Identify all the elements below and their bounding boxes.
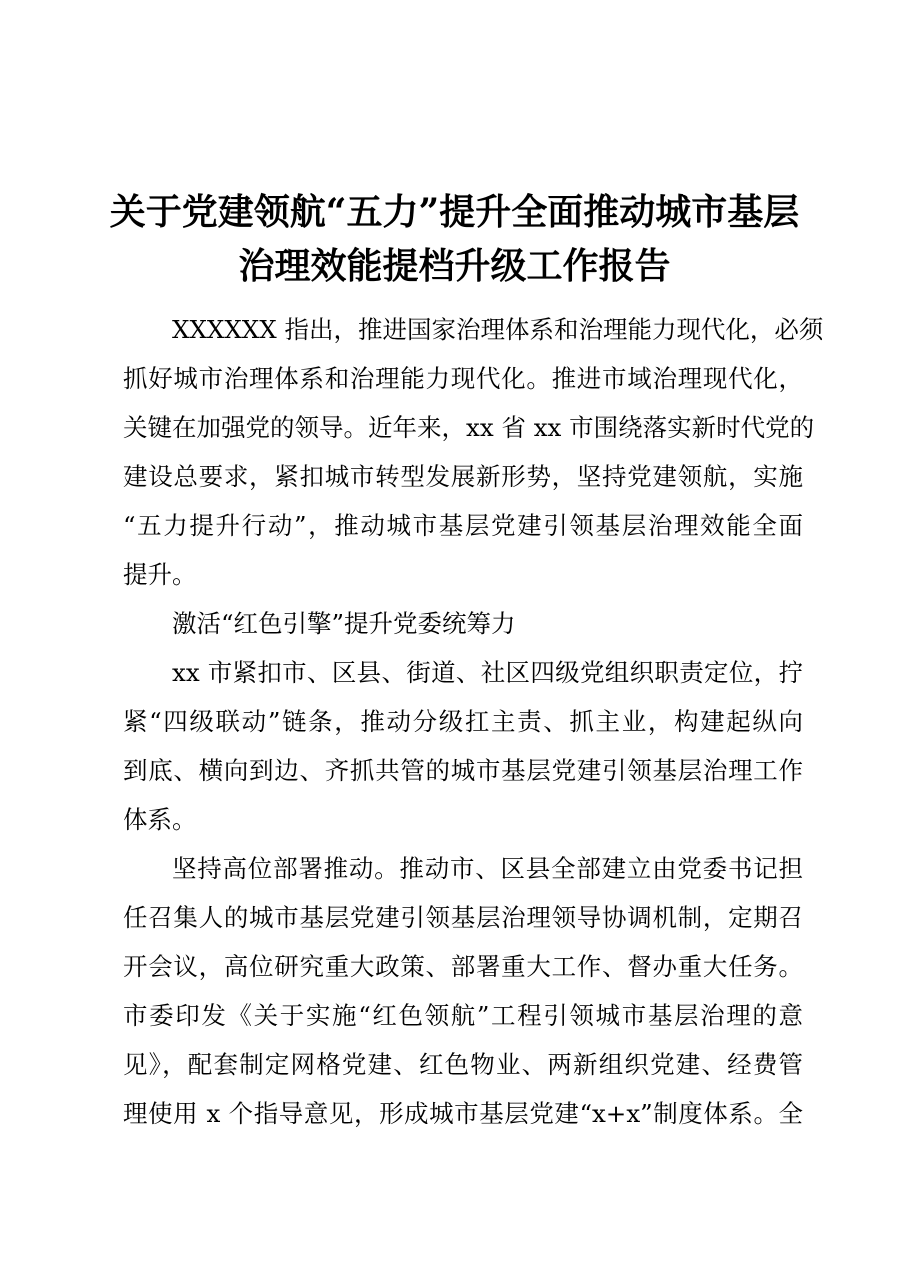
body-line-15: 市委印发《关于实施“红色领航”工程引领城市基层治理的意 bbox=[123, 1001, 803, 1030]
body-line-12: 坚持高位部署推动。推动市、区县全部建立由党委书记担 bbox=[172, 854, 803, 883]
body-line-17: 理使用 x 个指导意见，形成城市基层党建“x+x”制度体系。全 bbox=[123, 1099, 803, 1128]
body-line-9: 紧“四级联动”链条，推动分级扛主责、抓主业，构建起纵向 bbox=[123, 707, 803, 736]
document-title-line-1: 关于党建领航“五力”提升全面推动城市基层 bbox=[109, 191, 800, 233]
body-line-11: 体系。 bbox=[123, 805, 197, 834]
body-line-3: 关键在加强党的领导。近年来，xx 省 xx 市围绕落实新时代党的 bbox=[123, 413, 815, 442]
body-line-5: “五力提升行动”，推动城市基层党建引领基层治理效能全面 bbox=[123, 511, 803, 540]
body-line-1: XXXXXX 指出，推进国家治理体系和治理能力现代化，必须 bbox=[172, 315, 824, 344]
body-line-14: 开会议，高位研究重大政策、部署重大工作、督办重大任务。 bbox=[123, 952, 803, 981]
body-line-6: 提升。 bbox=[123, 560, 197, 589]
body-line-10: 到底、横向到边、齐抓共管的城市基层党建引领基层治理工作 bbox=[123, 756, 803, 785]
body-line-8: xx 市紧扣市、区县、街道、社区四级党组织职责定位，拧 bbox=[172, 658, 803, 687]
body-line-4: 建设总要求，紧扣城市转型发展新形势，坚持党建领航，实施 bbox=[123, 462, 803, 491]
body-line-16: 见》，配套制定网格党建、红色物业、两新组织党建、经费管 bbox=[123, 1050, 803, 1079]
document-title-line-2: 治理效能提档升级工作报告 bbox=[238, 245, 671, 287]
section-heading: 激活“红色引擎”提升党委统筹力 bbox=[172, 609, 516, 638]
body-line-2: 抓好城市治理体系和治理能力现代化。推进市域治理现代化， bbox=[123, 364, 803, 393]
body-line-13: 任召集人的城市基层党建引领基层治理领导协调机制，定期召 bbox=[123, 903, 803, 932]
